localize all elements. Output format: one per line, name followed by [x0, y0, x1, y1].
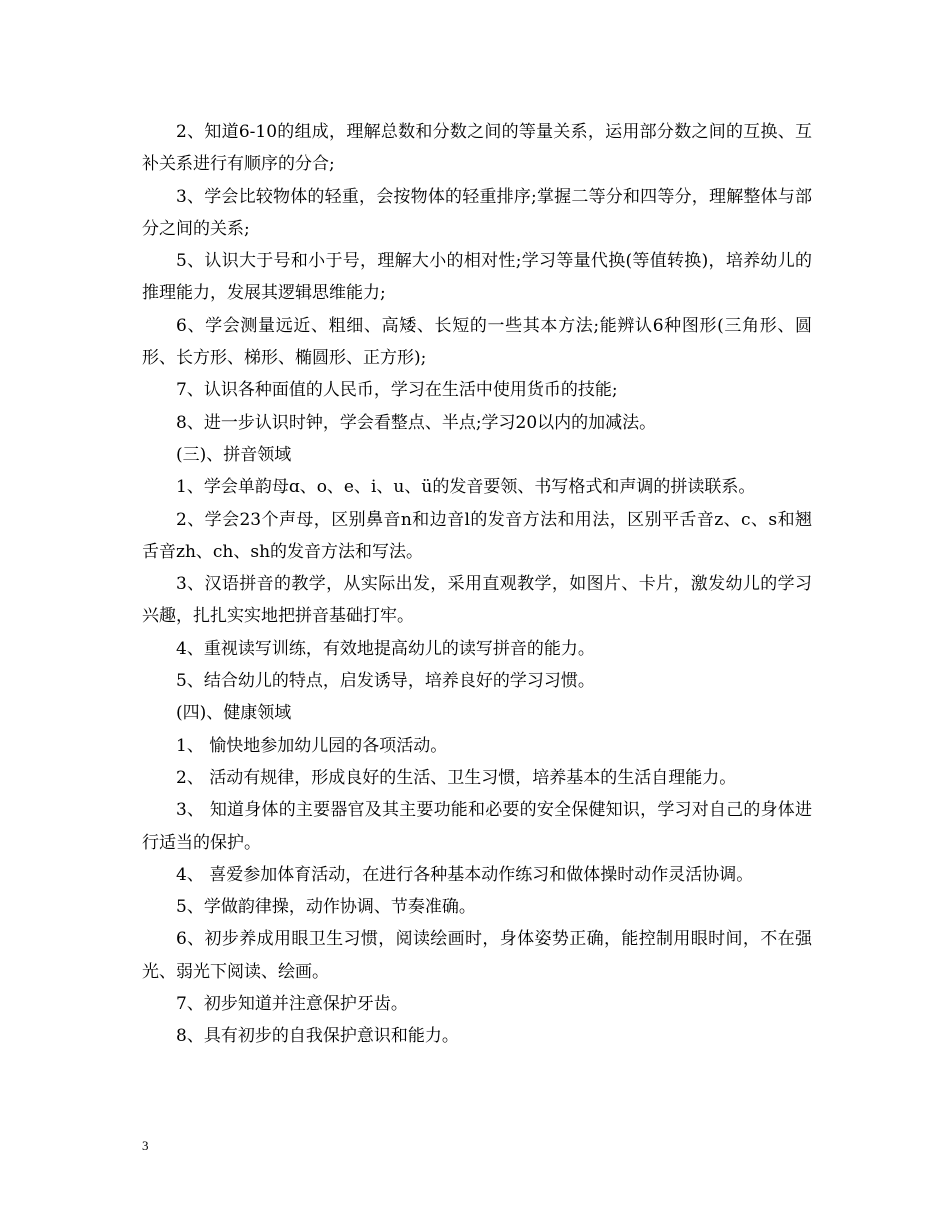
paragraph-pinyin-4: 4、重视读写训练，有效地提高幼儿的读写拼音的能力。 [176, 638, 595, 659]
paragraph-pinyin-3: 3、汉语拼音的教学，从实际出发，采用直观教学，如图片、卡片，激发幼儿的学习兴趣，扎扎实实地把拼音基础打牢。 [142, 574, 812, 627]
paragraph-pinyin-1: 1、学会单韵母ɑ、o、e、i、u、ü的发音要领、书写格式和声调的拼读联系。 [176, 477, 756, 498]
paragraph-health-8: 8、具有初步的自我保护意识和能力。 [176, 1026, 459, 1047]
paragraph-health-6: 6、初步养成用眼卫生习惯，阅读绘画时，身体姿势正确，能控制用眼时间，不在强光、弱光下阅读、绘画。 [142, 929, 812, 982]
paragraph-pinyin-2: 2、学会23个声母，区别鼻音n和边音l的发音方法和用法，区别平舌音z、c、s和翘舌音zh、ch、sh的发音方法和写法。 [142, 509, 812, 562]
paragraph-health-3: 3、 知道身体的主要器官及其主要功能和必要的安全保健知识，学习对自己的身体进行适当的保护。 [142, 800, 812, 853]
paragraph-math-6: 6、学会测量远近、粗细、高矮、长短的一些其本方法;能辨认6种图形(三角形、圆形、长方形、梯形、椭圆形、正方形); [142, 315, 812, 369]
paragraph-health-7: 7、初步知道并注意保护牙齿。 [176, 994, 408, 1015]
paragraph-math-7: 7、认识各种面值的人民币，学习在生活中使用货币的技能; [176, 380, 618, 401]
page-number: 3 [142, 1138, 149, 1153]
paragraph-health-5: 5、学做韵律操，动作协调、节奏准确。 [176, 897, 476, 918]
section-heading-pinyin: (三)、拼音领域 [176, 444, 292, 465]
section-heading-health: (四)、健康领域 [176, 703, 292, 724]
paragraph-health-2: 2、 活动有规律，形成良好的生活、卫生习惯，培养基本的生活自理能力。 [176, 767, 737, 788]
paragraph-health-4: 4、 喜爱参加体育活动，在进行各种基本动作练习和做体操时动作灵活协调。 [176, 864, 754, 885]
paragraph-math-3: 3、学会比较物体的轻重，会按物体的轻重排序;掌握二等分和四等分，理解整体与部分之间的关系; [142, 186, 812, 239]
paragraph-health-1: 1、 愉快地参加幼儿园的各项活动。 [176, 735, 448, 756]
paragraph-math-8: 8、进一步认识时钟，学会看整点、半点;学习20以内的加减法。 [176, 412, 657, 433]
paragraph-math-2: 2、知道6-10的组成，理解总数和分数之间的等量关系，运用部分数之间的互换、互补关系进行有顺序的分合; [142, 122, 812, 175]
document-body [142, 116, 812, 1053]
paragraph-pinyin-5: 5、结合幼儿的特点，启发诱导，培养良好的学习习惯。 [176, 671, 595, 692]
paragraph-math-5: 5、认识大于号和小于号，理解大小的相对性;学习等量代换(等值转换)，培养幼儿的推理能力，发展其逻辑思维能力; [142, 251, 812, 304]
